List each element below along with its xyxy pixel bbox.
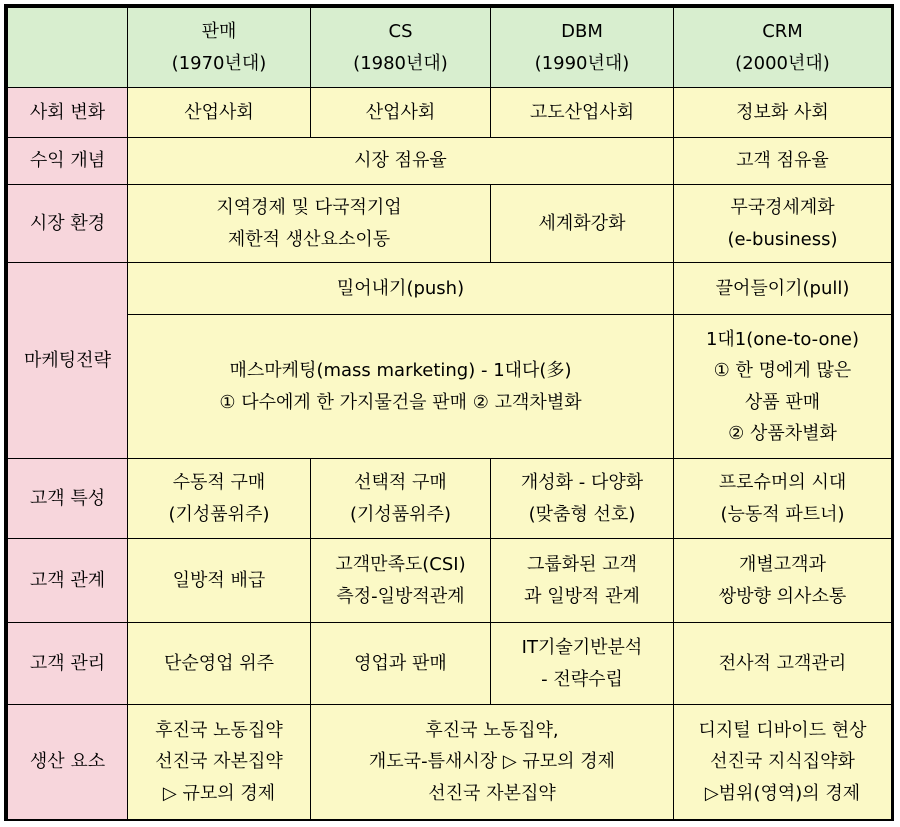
row-market-env (8, 185, 892, 263)
row-label: 수익 개념 (8, 138, 128, 185)
row-customer-relation (8, 539, 892, 623)
cell-cs: 선택적 구매 (기성품위주) (311, 459, 491, 539)
row-label: 마케팅전략 (8, 263, 128, 459)
cell-cs: 산업사회 (311, 88, 491, 138)
cell-crm: 프로슈머의 시대 (능동적 파트너) (674, 459, 892, 539)
cell-crm: 개별고객과 쌍방향 의사소통 (674, 539, 892, 623)
row-social-change (8, 88, 892, 138)
corner-cell (8, 8, 128, 88)
cell-sales-to-dbm: 시장 점유율 (128, 138, 674, 185)
cell-sales: 산업사회 (128, 88, 311, 138)
cell-crm: 무국경세계화 (e-business) (674, 185, 892, 263)
header-sales: 판매 (1970년대) (128, 8, 311, 88)
cell-sales: 일방적 배급 (128, 539, 311, 623)
row-label: 고객 관계 (8, 539, 128, 623)
cell-sales: 후진국 노동집약 선진국 자본집약 ▷ 규모의 경제 (128, 705, 311, 820)
cell-cs: 영업과 판매 (311, 623, 491, 705)
row-label: 고객 특성 (8, 459, 128, 539)
cell-dbm: 세계화강화 (491, 185, 674, 263)
cell-crm: 고객 점유율 (674, 138, 892, 185)
cell-one-to-one: 1대1(one-to-one) ① 한 명에게 많은 상품 판매 ② 상품차별화 (674, 315, 892, 459)
row-profit-concept (8, 138, 892, 185)
cell-sales: 단순영업 위주 (128, 623, 311, 705)
cell-crm: 전사적 고객관리 (674, 623, 892, 705)
row-customer-traits (8, 459, 892, 539)
row-label: 사회 변화 (8, 88, 128, 138)
header-dbm: DBM (1990년대) (491, 8, 674, 88)
cell-sales: 수동적 구매 (기성품위주) (128, 459, 311, 539)
header-cs: CS (1980년대) (311, 8, 491, 88)
cell-dbm: 개성화 - 다양화 (맞춤형 선호) (491, 459, 674, 539)
crm-evolution-table (7, 7, 892, 820)
cell-pull: 끌어들이기(pull) (674, 263, 892, 315)
cell-dbm: IT기술기반분석 - 전략수립 (491, 623, 674, 705)
row-label: 시장 환경 (8, 185, 128, 263)
header-crm: CRM (2000년대) (674, 8, 892, 88)
cell-crm: 정보화 사회 (674, 88, 892, 138)
row-marketing-detail (8, 315, 892, 459)
row-label: 생산 요소 (8, 705, 128, 820)
row-marketing-push (8, 263, 892, 315)
cell-dbm: 고도산업사회 (491, 88, 674, 138)
row-production (8, 705, 892, 820)
cell-cs: 고객만족도(CSI) 측정-일방적관계 (311, 539, 491, 623)
cell-mass-marketing: 매스마케팅(mass marketing) - 1대다(多) ① 다수에게 한 가지물건을 판매 ② 고객차별화 (128, 315, 674, 459)
header-row (8, 8, 892, 88)
row-label: 고객 관리 (8, 623, 128, 705)
cell-sales-cs: 지역경제 및 다국적기업 제한적 생산요소이동 (128, 185, 491, 263)
row-customer-mgmt (8, 623, 892, 705)
cell-crm: 디지털 디바이드 현상 선진국 지식집약화 ▷범위(영역)의 경제 (674, 705, 892, 820)
cell-cs-dbm: 후진국 노동집약, 개도국-틈새시장 ▷ 규모의 경제 선진국 자본집약 (311, 705, 674, 820)
cell-dbm: 그룹화된 고객 과 일방적 관계 (491, 539, 674, 623)
cell-push: 밀어내기(push) (128, 263, 674, 315)
